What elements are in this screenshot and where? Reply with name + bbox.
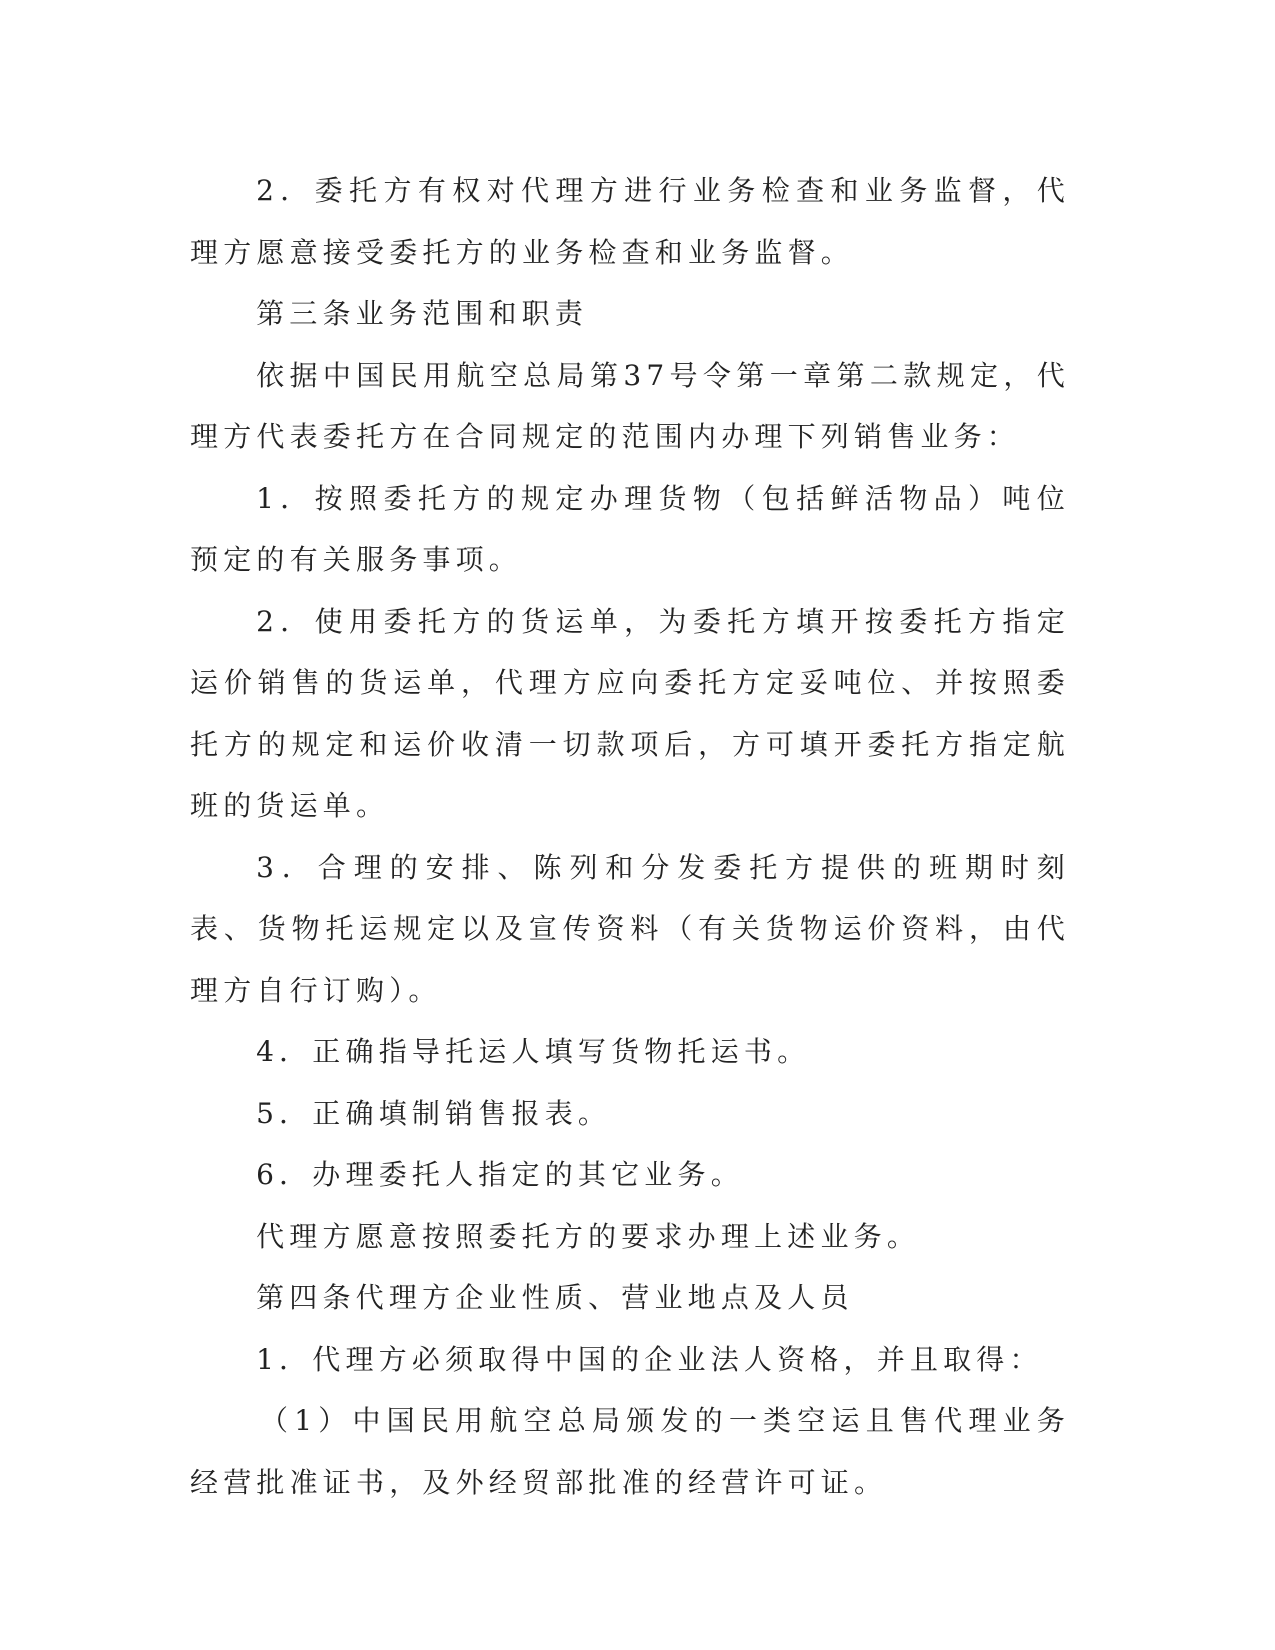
article-three-heading: 第三条业务范围和职责 (256, 297, 589, 330)
paragraph-scope-intro: 依据中国民用航空总局第37号令第一章第二款规定，代理方代表委托方在合同规定的范围内办理下列销售业务： (190, 358, 1070, 453)
paragraph-legal-status: 1．代理方必须取得中国的企业法人资格，并且取得： (256, 1342, 1043, 1376)
paragraph-item-1-booking: 1．按照委托方的规定办理货物（包括鲜活物品）吨位预定的有关服务事项。 (190, 481, 1070, 576)
paragraph-subitem-1-license: （1）中国民用航空总局颁发的一类空运且售代理业务经营批准证书，及外经贸部批准的经营许可证。 (190, 1404, 1070, 1499)
article-four-heading: 第四条代理方企业性质、营业地点及人员 (256, 1281, 854, 1314)
paragraph-item-2-waybill: 2．使用委托方的货运单，为委托方填开按委托方指定运价销售的货运单，代理方应向委托方定妥吨位、并按照委托方的规定和运价收清一切款项后，方可填开委托方指定航班的货运单。 (190, 604, 1070, 822)
paragraph-item-4-guidance: 4．正确指导托运人填写货物托运书。 (256, 1035, 811, 1068)
paragraph-item-6-other: 6．办理委托人指定的其它业务。 (256, 1158, 744, 1191)
paragraph-item-3-materials: 3．合理的安排、陈列和分发委托方提供的班期时刻表、货物托运规定以及宣传资料（有关货物运价资料，由代理方自行订购）。 (190, 850, 1070, 1007)
paragraph-item-5-reports: 5．正确填制销售报表。 (256, 1096, 612, 1130)
document-body (190, 160, 1070, 1513)
paragraph-agent-agreement: 代理方愿意按照委托方的要求办理上述业务。 (256, 1219, 921, 1253)
paragraph-supervision-clause: 2．委托方有权对代理方进行业务检查和业务监督，代理方愿意接受委托方的业务检查和业务监督。 (190, 174, 1070, 269)
